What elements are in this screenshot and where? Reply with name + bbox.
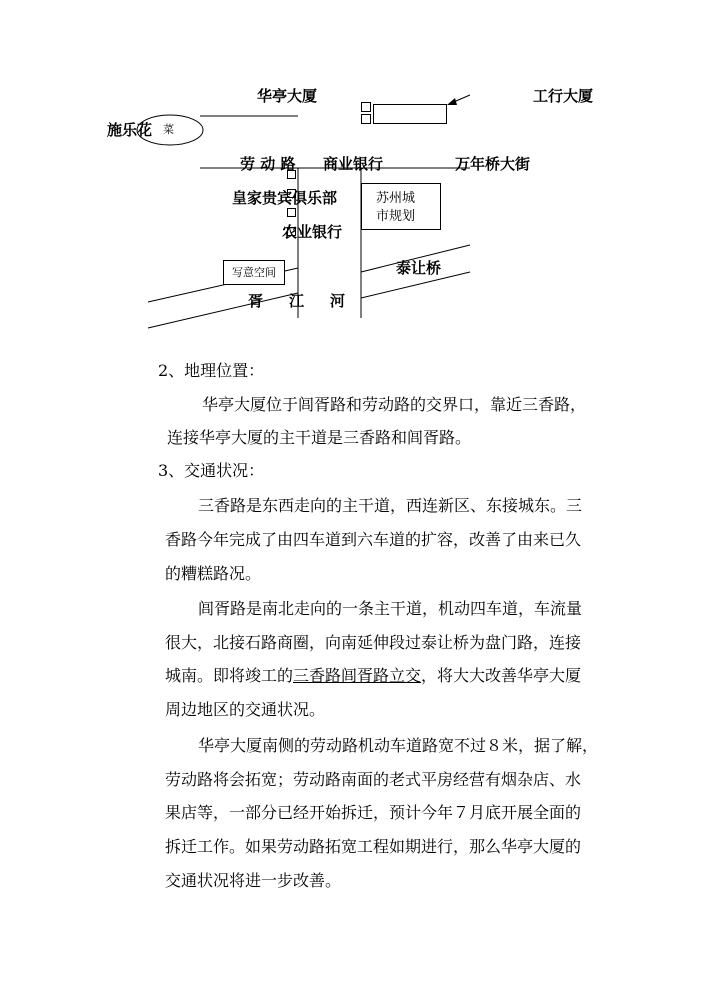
paragraph-line: 劳动路将会拓宽；劳动路南面的老式平房经营有烟杂店、水 <box>165 770 582 789</box>
label-circle: 菜 <box>163 123 174 136</box>
section-heading-traffic: 3、交通状况： <box>158 461 265 480</box>
marker-square <box>287 208 296 217</box>
location-map <box>0 0 703 340</box>
label-taiqiao: 泰让桥 <box>396 259 442 277</box>
arrow-head-icon <box>447 98 457 105</box>
label-shangye-bank: 商业银行 <box>323 155 384 173</box>
label-river-he: 河 <box>330 292 346 310</box>
label-huangjia-club: 皇家贵宾俱乐部 <box>232 189 338 207</box>
suzhou-label-line1: 苏州城 <box>376 191 416 206</box>
paragraph-line: 香路今年完成了由四车道到六车道的扩容，改善了由来已久 <box>165 530 582 549</box>
label-river-xu: 胥 <box>248 292 264 310</box>
paragraph-line: 闾胥路是南北走向的一条主干道，机动四车道，车流量 <box>198 599 583 618</box>
xieyi-space-label: 写意空间 <box>232 266 276 279</box>
suzhou-planning-box <box>361 183 441 230</box>
label-gonghang: 工行大厦 <box>533 87 594 105</box>
section-heading-location: 2、地理位置： <box>158 361 265 380</box>
text-segment: 城南。即将竣工的 <box>165 666 294 685</box>
river-line-lower-left <box>148 293 298 328</box>
paragraph-line: 华亭大厦位于闾胥路和劳动路的交界口，靠近三香路， <box>202 395 587 414</box>
paragraph-line: 很大，北接石路商圈，向南延伸段过泰让桥为盘门路，连接 <box>165 633 582 652</box>
paragraph-line-with-link <box>165 668 581 684</box>
paragraph-line: 周边地区的交通状况。 <box>165 700 326 719</box>
label-river-jiang: 江 <box>289 292 305 310</box>
gonghang-building-box <box>373 104 447 124</box>
paragraph-line: 连接华亭大厦的主干道是三香路和闾胥路。 <box>167 428 472 447</box>
xieyi-space-box <box>223 260 285 285</box>
marker-square <box>361 102 371 112</box>
label-nongye-bank: 农业银行 <box>282 223 343 241</box>
paragraph-line: 三香路是东西走向的主干道，西连新区、东接城东。三 <box>198 496 583 515</box>
marker-square <box>361 114 371 124</box>
paragraph-line: 华亭大厦南侧的劳动路机动车道路宽不过８米，据了解， <box>198 736 599 755</box>
paragraph-line: 交通状况将进一步改善。 <box>165 871 342 890</box>
label-laodong-road: 劳 动 路 <box>240 155 296 173</box>
paragraph-line: 的糟糕路况。 <box>165 564 262 583</box>
label-huating: 华亭大厦 <box>257 87 318 105</box>
text-segment: ，将大大改善华亭大厦 <box>421 666 582 685</box>
paragraph-line: 果店等，一部分已经开始拆迁，预计今年７月底开展全面的 <box>165 803 582 822</box>
underlined-text: 三香路闾胥路立交 <box>293 666 422 685</box>
paragraph-line: 拆迁工作。如果劳动路拓宽工程如期进行，那么华亭大厦的 <box>165 837 582 856</box>
label-wannianqiao: 万年桥大街 <box>455 155 531 173</box>
label-shilehua: 施乐花 <box>107 121 153 139</box>
suzhou-label-line2: 市规划 <box>376 209 416 224</box>
